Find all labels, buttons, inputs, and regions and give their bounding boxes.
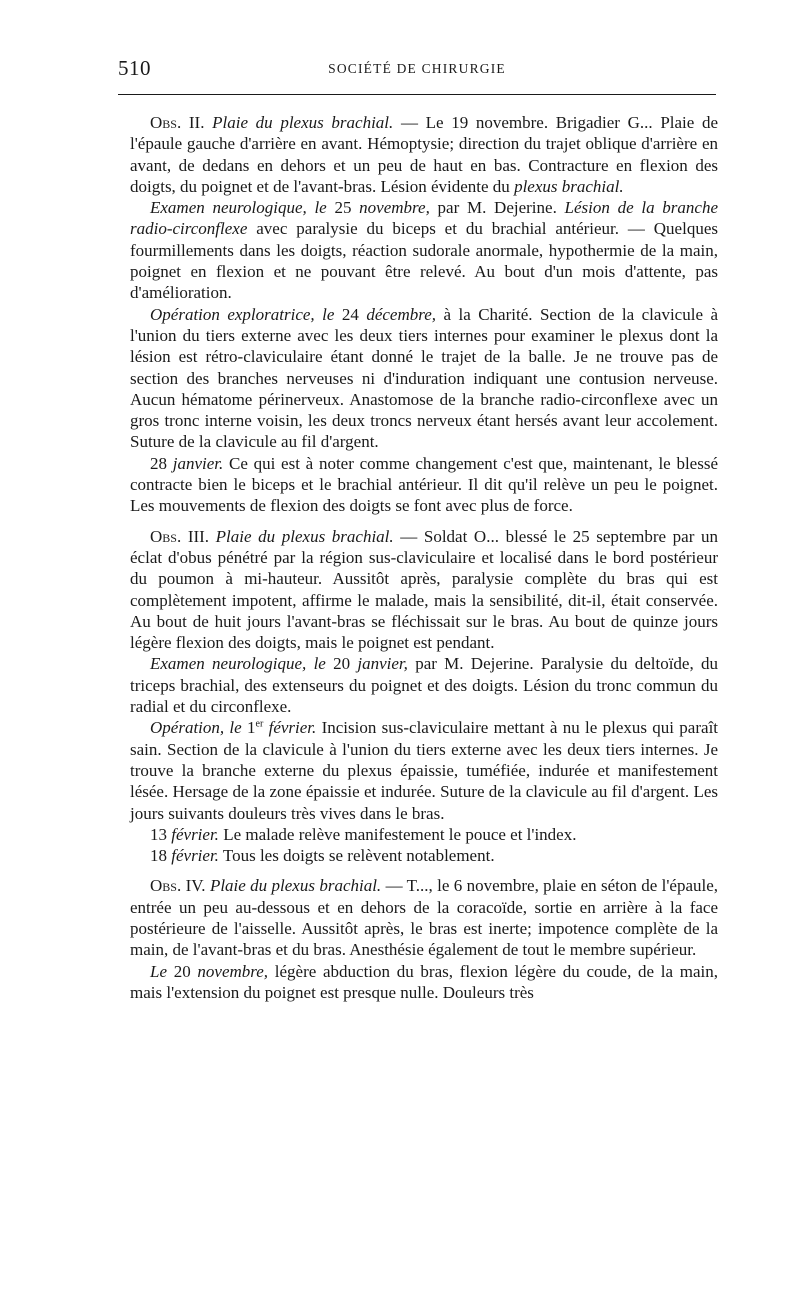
paragraph-italic-lead-2: novembre, [197, 961, 269, 981]
paragraph-date-number: 28 [150, 453, 173, 473]
obs-title: Plaie du plexus brachial. [209, 876, 382, 896]
body-text [130, 112, 718, 1003]
paragraph-italic-lead-2: janvier. [172, 453, 224, 473]
running-title: SOCIÉTÉ DE CHIRURGIE [328, 61, 506, 76]
obs-label: Obs. III. [150, 526, 210, 546]
header-rule [118, 94, 716, 95]
obs-title: Plaie du plexus brachial. [215, 526, 394, 546]
obs-title: Plaie du plexus brachial. [212, 113, 394, 132]
paragraph-text: légère abduction du bras, flexion légère du coude, de la main, mais l'extension du poignet est presque nulle. Douleurs très [130, 961, 718, 1002]
paragraph-operation-2 [130, 717, 718, 823]
paragraph-obs-4 [130, 875, 718, 960]
paragraph-italic-lead-2: février. [263, 718, 317, 738]
paragraph-date-number: 25 [326, 198, 360, 218]
paragraph-italic-lead-2: janvier, [357, 654, 408, 674]
paragraph-italic-lead-2: février. [171, 824, 219, 844]
paragraph-italic-lead-2: novembre, [359, 198, 430, 218]
paragraph-italic-lead: Opération, le [150, 718, 242, 738]
paragraph-date-number: 20 [167, 961, 198, 981]
paragraph-examen-1 [130, 197, 718, 303]
paragraph-date-number: 13 [150, 824, 172, 844]
obs-label: Obs. II. [150, 113, 205, 132]
paragraph-13-fevrier [130, 824, 718, 845]
paragraph-text: — Soldat O... blessé le 25 septembre par un éclat d'obus pénétré par la région sus-claviculaire et localisé dans le bord postérieur du poumon à mi-hauteur. Aussitôt après, paralysie complète du bras qui est complètement impotent, affirme le malade, mais la sensibilité, dit-il, était conservée. Au bout de huit jours l'avant-bras se fléchissait sur le bras. Au bout de quinze jours légère flexion des doigts, mais le poignet est pendant. [130, 526, 718, 653]
paragraph-italic-mid: Lésion de la branche radio-circonflexe [130, 198, 719, 239]
paragraph-italic-lead-2: décembre, [366, 304, 437, 324]
paragraph-28-janvier [130, 453, 718, 517]
page-header [118, 56, 716, 86]
paragraph-date-superscript: er [255, 718, 264, 730]
paragraph-text: Le malade relève manifestement le pouce et l'index. [218, 824, 577, 844]
paragraph-operation-1 [130, 304, 718, 453]
obs-label: Obs. IV. [150, 876, 206, 896]
paragraph-18-fevrier [130, 845, 718, 866]
paragraph-italic-lead: Le [150, 961, 167, 981]
paragraph-italic-lead: Examen neurologique, le [150, 198, 327, 218]
paragraph-text: par M. Dejerine. Paralysie du deltoïde, du triceps brachial, des extenseurs du poignet et des doigts. Lésion du tronc commun du radial et du circonflexe. [130, 654, 718, 717]
page-number: 510 [118, 56, 151, 80]
paragraph-italic-lead-2: février. [171, 846, 219, 866]
paragraph-text: — Le 19 novembre. Brigadier G... Plaie de l'épaule gauche d'arrière en avant. Hémoptysie; direction du trajet oblique d'arrière en avant, de dedans en dehors et un peu de haut en bas. Contracture en flexion des doigts, du poignet et de l'avant-bras. Lésion évidente du [130, 113, 719, 196]
paragraph-date-number: 20 [325, 654, 358, 674]
paragraph-text: à la Charité. Section de la clavicule à l'union du tiers externe avec les deux tiers internes pour examiner le plexus dont la lésion est rétro-claviculaire étant donné le trajet de la balle. Je ne trouve pas de section des branches nerveuses ni d'induration indiquant une contusion nerveuse. Aucun hématome périnerveux. Anastomose de la branche radio-circonflexe avec un gros tronc interne voisin, les deux troncs nerveux étant hersés avant leur accolement. Suture de la clavicule au fil d'argent. [130, 304, 718, 452]
paragraph-text: Incision sus-claviculaire mettant à nu le plexus qui paraît sain. Section de la clavicule à l'union du tiers externe avec les deux tiers internes. Je trouve la branche externe du plexus épaissie, tuméfiée, indurée et manifestement lésée. Hersage de la zone épaissie et indurée. Suture de la clavicule au fil d'argent. Les jours suivants douleurs très vives dans le bras. [130, 718, 719, 823]
paragraph-italic-lead: Opération exploratrice, le [150, 304, 335, 324]
paragraph-examen-2 [130, 653, 718, 717]
paragraph-obs-2 [130, 112, 718, 197]
paragraph-italic-lead: Examen neurologique, le [150, 654, 326, 674]
paragraph-20-novembre [130, 961, 718, 1004]
paragraph-obs-3 [130, 526, 718, 654]
paragraph-date-number: 1 [241, 718, 256, 738]
paragraph-text: par M. Dejerine. [429, 198, 565, 218]
paragraph-text: Tous les doigts se relèvent notablement. [218, 846, 495, 866]
paragraph-italic-tail: plexus brachial. [514, 176, 624, 196]
paragraph-date-number: 24 [334, 304, 367, 324]
paragraph-text-2: avec paralysie du biceps et du brachial antérieur. — Quelques fourmillements dans les doigts, réaction sudorale anormale, hypothermie de la main, poignet en flexion et ne pouvant être relevé. Au bout d'un mois d'attente, pas d'amélioration. [130, 219, 718, 303]
paragraph-text: Ce qui est à noter comme changement c'est que, maintenant, le blessé contracte bien le biceps et le brachial antérieur. Il dit qu'il relève un peu le poignet. Les mouvements de flexion des doigts se font avec plus de force. [130, 453, 719, 516]
paragraph-text: — T..., le 6 novembre, plaie en séton de l'épaule, entrée un peu au-dessous et en dehors de la coracoïde, sortie en arrière à la face postérieure de l'aisselle. Aussitôt après, le bras est inerte; impotence complète de la main, de l'avant-bras et du bras. Anesthésie également de tout le membre supérieur. [130, 876, 719, 960]
paragraph-date-number: 18 [150, 846, 172, 866]
